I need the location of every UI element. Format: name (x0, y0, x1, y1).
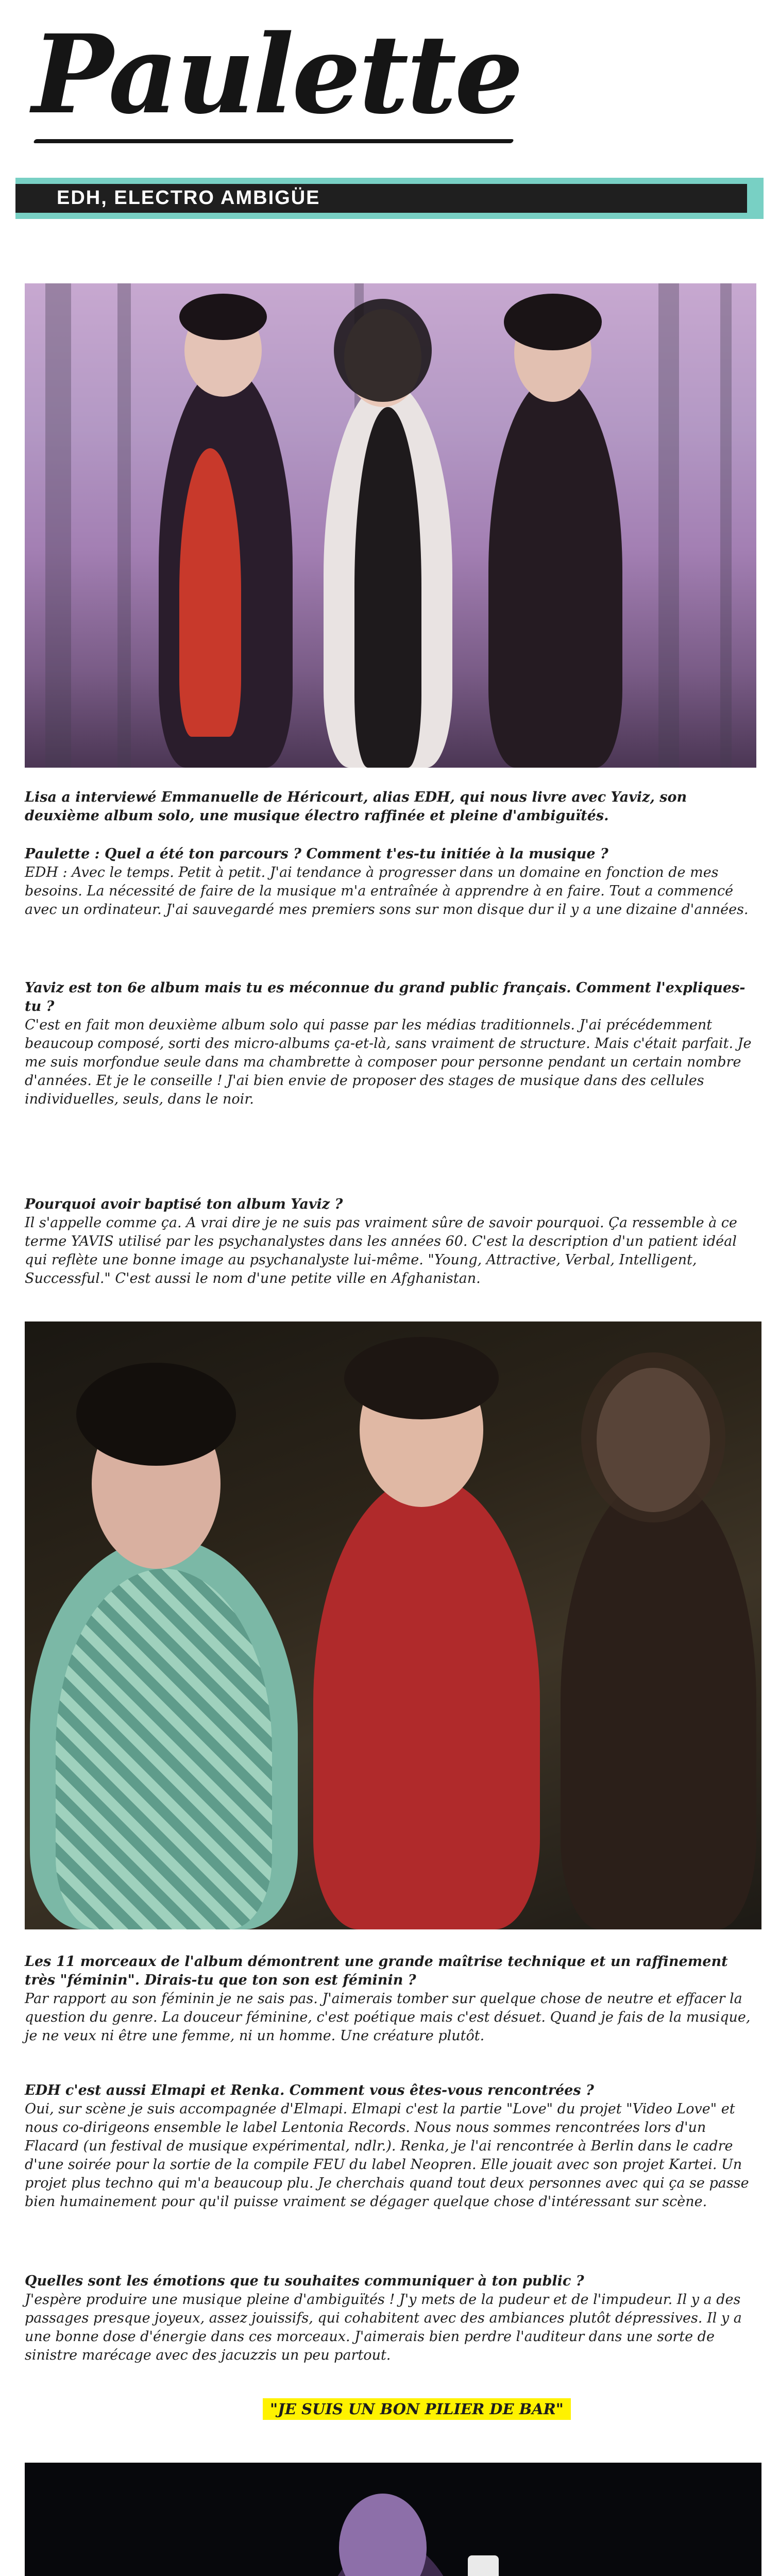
answer-5: Oui, sur scène je suis accompagnée d'Elmapi. Elmapi c'est la partie "Love" du projet "Video Love" et nous co-dirigeons ensemble le label Lentonia Records. Nous nous sommes rencontrées lors d'un Flacard (un festival de musique expérimental, ndlr.). Renka, je l'ai rencontrée à Berlin dans le cadre d'une soirée pour la sortie de la compile FEU du label Neopren. Elle jouait avec son projet Kartei. Un projet plus techno qui m'a beaucoup plu. Je cherchais quand tout deux personnes avec qui ça se passe bien humainement pour qu'il puisse vraiment se dégager quelque chose d'intéressant sur scène. (25, 2101, 749, 2210)
question-6: Quelles sont les émotions que tu souhaites communiquer à ton public ? (25, 2273, 584, 2289)
brand-logo: Paulette (32, 11, 522, 138)
section-title: EDH, ELECTRO AMBIGÜE (57, 187, 320, 209)
question-3: Pourquoi avoir baptisé ton album Yaviz ? (25, 1196, 343, 1212)
answer-3: Il s'appelle comme ça. A vrai dire je ne suis pas vraiment sûre de savoir pourquoi. Ça ressemble à ce terme YAVIS utilisé par les psychanalystes dans les années 60. C'est la description d'un patient idéal qui reflète une bonne image au psychanalyste lui-même. "Young, Attractive, Verbal, Intelligent, Successful." C'est aussi le nom d'une petite ville en Afghanistan. (25, 1215, 737, 1286)
answer-4: Par rapport au son féminin je ne sais pas. J'aimerais tomber sur quelque chose de neutre et effacer la question du genre. La douceur féminine, c'est poétique mais c'est désuet. Quand je fais de la musique, je ne veux ni être une femme, ni un homme. Une créature plutôt. (25, 1991, 751, 2044)
question-4: Les 11 morceaux de l'album démontrent une grande maîtrise technique et un raffinement très "féminin". Dirais-tu que ton son est féminin ? (25, 1954, 728, 1988)
answer-6: J'espère produire une musique pleine d'ambiguïtés ! J'y mets de la pudeur et de l'impudeur. Il y a des passages presque joyeux, assez jouissifs, qui cohabitent avec des ambiances plutôt dépressives. Il y a une bonne dose d'énergie dans ces morceaux. J'aimerais bien perdre l'auditeur dans une sorte de sinistre marécage avec des jacuzzis un peu partout. (25, 2292, 742, 2363)
question-5: EDH c'est aussi Elmapi et Renka. Comment vous êtes-vous rencontrées ? (25, 2082, 594, 2098)
section-ribbon (15, 178, 764, 219)
logo-underline (33, 139, 514, 143)
question-2: Yaviz est ton 6e album mais tu es méconnue du grand public français. Comment l'expliques-tu ? (25, 980, 746, 1014)
question-1: Paulette : Quel a été ton parcours ? Comment t'es-tu initiée à la musique ? (25, 846, 608, 862)
pull-quote: "JE SUIS UN BON PILIER DE BAR" (263, 2398, 571, 2420)
video-player[interactable] (25, 2463, 761, 2576)
answer-2: C'est en fait mon deuxième album solo qui passe par les médias traditionnels. J'ai précédemment beaucoup composé, sorti des micro-albums ça-et-là, sans vraiment de structure. Mais c'était parfait. Je me suis morfondue seule dans ma chambrette à composer pour personne pendant un certain nombre d'années. Et je le conseille ! J'ai bien envie de proposer des stages de musique dans des cellules individuelles, seuls, dans le noir. (25, 1017, 752, 1107)
article-intro: Lisa a interviewé Emmanuelle de Héricourt, alias EDH, qui nous livre avec Yaviz, son deuxième album solo, une musique électro raffinée et pleine d'ambiguïtés. (25, 789, 687, 824)
answer-1: EDH : Avec le temps. Petit à petit. J'ai tendance à progresser dans un domaine en fonction de mes besoins. La nécessité de faire de la musique m'a entraînée à apprendre à en faire. Tout a commencé avec un ordinateur. J'ai sauvegardé mes premiers sons sur mon disque dur il y a une dizaine d'années. (25, 865, 749, 918)
band-photo-portrait (25, 1321, 761, 1929)
band-photo-forest (25, 283, 756, 768)
